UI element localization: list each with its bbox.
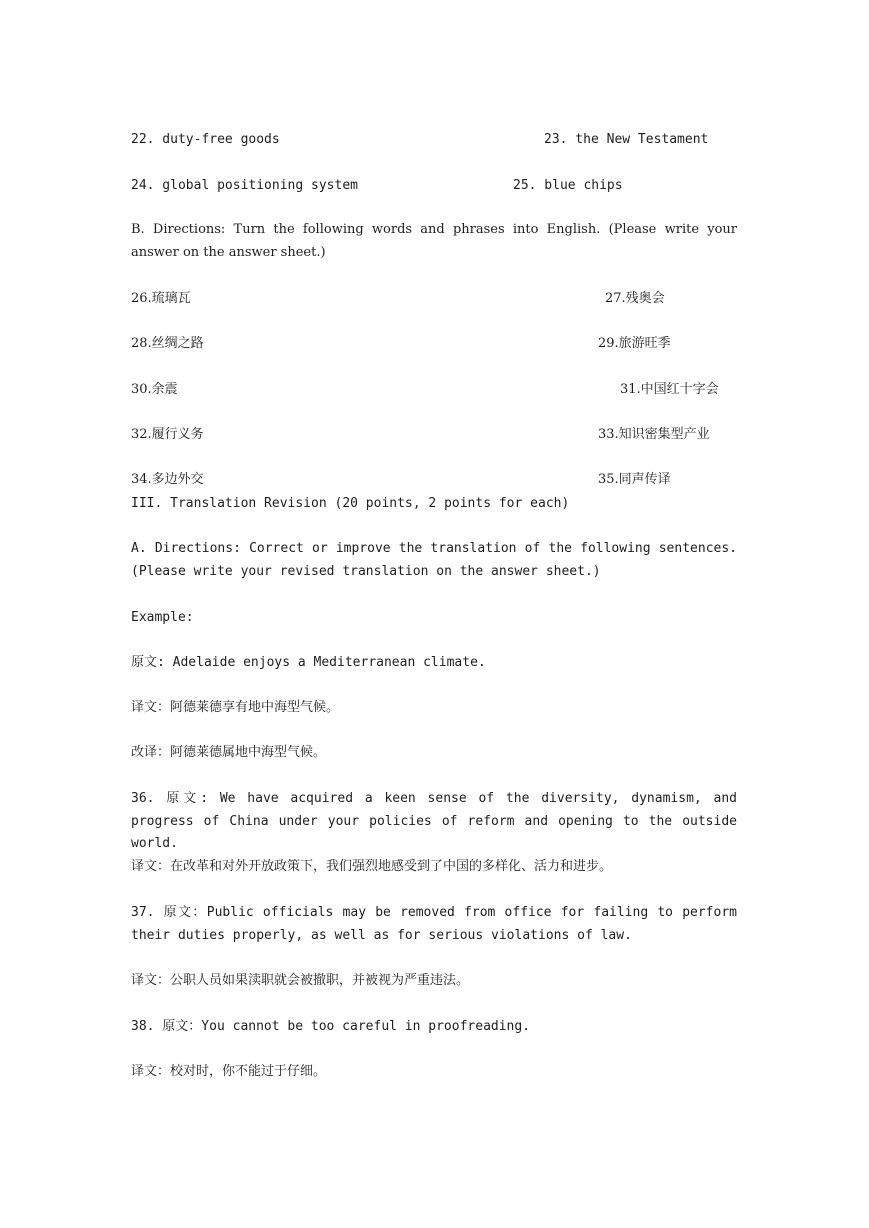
item-26: 26.琉璃瓦	[131, 291, 191, 306]
example-source: 原文: Adelaide enjoys a Mediterranean climate.	[131, 655, 486, 670]
item-23: 23. the New Testament	[544, 132, 709, 147]
item-31: 31.中国红十字会	[620, 382, 719, 397]
item-27: 27.残奥会	[605, 291, 665, 306]
item-35: 35.同声传译	[598, 472, 671, 487]
question-36-source: 36. 原文: We have acquired a keen sense of the diversity, dynamism, and progress of China under your policies of reform and opening to the outside world.	[131, 791, 737, 851]
question-37-translation: 译文：公职人员如果渎职就会被撤职，并被视为严重违法。	[131, 973, 470, 988]
section-b-directions: B. Directions: Turn the following words and phrases into English. (Please write your answer on the answer sheet.)	[131, 222, 737, 260]
section-iii-heading: III. Translation Revision (20 points, 2 points for each)	[131, 496, 570, 511]
item-29: 29.旅游旺季	[598, 336, 671, 351]
question-38-translation: 译文：校对时，你不能过于仔细。	[131, 1064, 327, 1079]
item-30: 30.余震	[131, 382, 178, 397]
item-34: 34.多边外交	[131, 472, 204, 487]
item-22: 22. duty-free goods	[131, 132, 280, 147]
item-24: 24. global positioning system	[131, 178, 358, 193]
question-37-source: 37. 原文：Public officials may be removed from office for failing to perform their duties properly, as well as for serious violations of law.	[131, 905, 737, 943]
question-36-translation: 译文：在改革和对外开放政策下，我们强烈地感受到了中国的多样化、活力和进步。	[131, 859, 613, 874]
item-25: 25. blue chips	[513, 178, 623, 193]
example-translation: 译文：阿德莱德享有地中海型气候。	[131, 700, 340, 715]
example-revision: 改译：阿德莱德属地中海型气候。	[131, 745, 327, 760]
item-28: 28.丝绸之路	[131, 336, 204, 351]
item-33: 33.知识密集型产业	[598, 427, 710, 442]
question-38-source: 38. 原文：You cannot be too careful in proofreading.	[131, 1019, 531, 1034]
item-32: 32.履行义务	[131, 427, 204, 442]
section-iii-directions: A. Directions: Correct or improve the translation of the following sentences. (Please write your revised translation on the answer sheet.)	[131, 541, 737, 579]
example-label: Example:	[131, 610, 194, 625]
